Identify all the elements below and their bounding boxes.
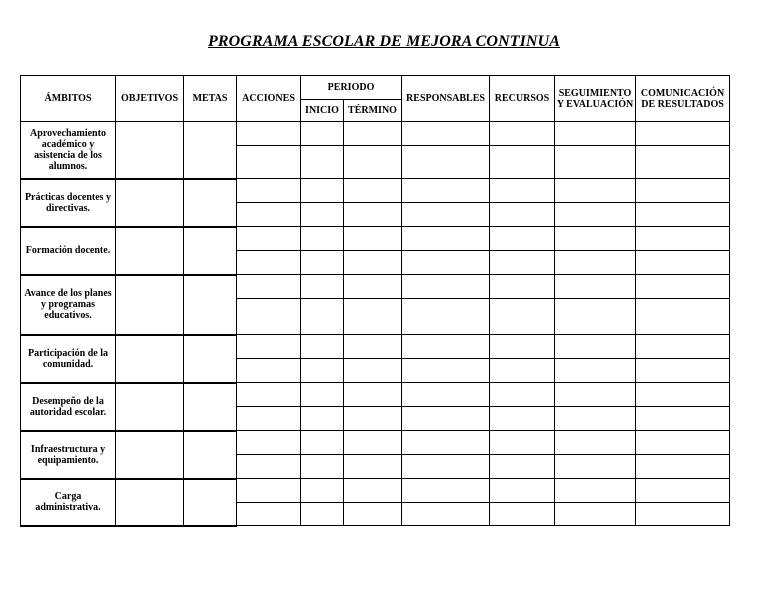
responsables-cell[interactable] xyxy=(402,146,490,179)
acciones-cell[interactable] xyxy=(237,383,301,407)
termino-cell[interactable] xyxy=(344,179,402,203)
comunicacion-cell[interactable] xyxy=(636,227,730,251)
seguimiento-cell[interactable] xyxy=(555,479,636,503)
responsables-cell[interactable] xyxy=(402,383,490,407)
acciones-cell[interactable] xyxy=(237,431,301,455)
header-comunicacion: COMUNICACIÓN DE RESULTADOS xyxy=(636,76,730,122)
header-objetivos: OBJETIVOS xyxy=(116,76,184,122)
header-periodo: PERIODO xyxy=(301,76,402,100)
termino-cell[interactable] xyxy=(344,275,402,299)
inicio-cell[interactable] xyxy=(301,455,344,479)
acciones-cell[interactable] xyxy=(237,455,301,479)
ambito-label: Carga administrativa. xyxy=(21,479,116,526)
table-row xyxy=(21,431,730,455)
recursos-cell[interactable] xyxy=(490,335,555,359)
objetivos-cell[interactable] xyxy=(116,227,184,275)
objetivos-cell[interactable] xyxy=(116,383,184,431)
table-row xyxy=(21,227,730,251)
recursos-cell[interactable] xyxy=(490,455,555,479)
ambito-label: Desempeño de la autoridad escolar. xyxy=(21,383,116,431)
acciones-cell[interactable] xyxy=(237,146,301,179)
inicio-cell[interactable] xyxy=(301,227,344,251)
comunicacion-cell[interactable] xyxy=(636,479,730,503)
inicio-cell[interactable] xyxy=(301,335,344,359)
seguimiento-cell[interactable] xyxy=(555,407,636,431)
comunicacion-cell[interactable] xyxy=(636,383,730,407)
metas-cell[interactable] xyxy=(184,479,237,526)
seguimiento-cell[interactable] xyxy=(555,179,636,203)
inicio-cell[interactable] xyxy=(301,275,344,299)
comunicacion-cell[interactable] xyxy=(636,359,730,383)
termino-cell[interactable] xyxy=(344,431,402,455)
table-body xyxy=(21,122,730,526)
recursos-cell[interactable] xyxy=(490,179,555,203)
recursos-cell[interactable] xyxy=(490,227,555,251)
comunicacion-cell[interactable] xyxy=(636,455,730,479)
recursos-cell[interactable] xyxy=(490,275,555,299)
objetivos-cell[interactable] xyxy=(116,431,184,479)
metas-cell[interactable] xyxy=(184,122,237,179)
acciones-cell[interactable] xyxy=(237,275,301,299)
responsables-cell[interactable] xyxy=(402,503,490,526)
seguimiento-cell[interactable] xyxy=(555,251,636,275)
comunicacion-cell[interactable] xyxy=(636,179,730,203)
acciones-cell[interactable] xyxy=(237,479,301,503)
comunicacion-cell[interactable] xyxy=(636,203,730,227)
metas-cell[interactable] xyxy=(184,431,237,479)
inicio-cell[interactable] xyxy=(301,431,344,455)
inicio-cell[interactable] xyxy=(301,203,344,227)
responsables-cell[interactable] xyxy=(402,407,490,431)
seguimiento-cell[interactable] xyxy=(555,146,636,179)
termino-cell[interactable] xyxy=(344,455,402,479)
table-row xyxy=(21,122,730,146)
responsables-cell[interactable] xyxy=(402,299,490,335)
ambito-label: Avance de los planes y programas educativos. xyxy=(21,275,116,335)
termino-cell[interactable] xyxy=(344,503,402,526)
seguimiento-cell[interactable] xyxy=(555,359,636,383)
table-row xyxy=(21,179,730,203)
responsables-cell[interactable] xyxy=(402,251,490,275)
inicio-cell[interactable] xyxy=(301,122,344,146)
recursos-cell[interactable] xyxy=(490,299,555,335)
table-row xyxy=(21,335,730,359)
responsables-cell[interactable] xyxy=(402,179,490,203)
inicio-cell[interactable] xyxy=(301,179,344,203)
inicio-cell[interactable] xyxy=(301,359,344,383)
metas-cell[interactable] xyxy=(184,335,237,383)
comunicacion-cell[interactable] xyxy=(636,431,730,455)
comunicacion-cell[interactable] xyxy=(636,275,730,299)
header-metas: METAS xyxy=(184,76,237,122)
comunicacion-cell[interactable] xyxy=(636,146,730,179)
inicio-cell[interactable] xyxy=(301,251,344,275)
acciones-cell[interactable] xyxy=(237,335,301,359)
inicio-cell[interactable] xyxy=(301,146,344,179)
recursos-cell[interactable] xyxy=(490,431,555,455)
recursos-cell[interactable] xyxy=(490,146,555,179)
comunicacion-cell[interactable] xyxy=(636,503,730,526)
ambito-label: Prácticas docentes y directivas. xyxy=(21,179,116,227)
termino-cell[interactable] xyxy=(344,203,402,227)
table-row xyxy=(21,275,730,299)
inicio-cell[interactable] xyxy=(301,383,344,407)
acciones-cell[interactable] xyxy=(237,359,301,383)
termino-cell[interactable] xyxy=(344,122,402,146)
acciones-cell[interactable] xyxy=(237,122,301,146)
seguimiento-cell[interactable] xyxy=(555,203,636,227)
recursos-cell[interactable] xyxy=(490,122,555,146)
responsables-cell[interactable] xyxy=(402,455,490,479)
comunicacion-cell[interactable] xyxy=(636,251,730,275)
acciones-cell[interactable] xyxy=(237,179,301,203)
objetivos-cell[interactable] xyxy=(116,335,184,383)
termino-cell[interactable] xyxy=(344,383,402,407)
recursos-cell[interactable] xyxy=(490,383,555,407)
recursos-cell[interactable] xyxy=(490,479,555,503)
responsables-cell[interactable] xyxy=(402,122,490,146)
recursos-cell[interactable] xyxy=(490,503,555,526)
header-ambitos: ÁMBITOS xyxy=(21,76,116,122)
comunicacion-cell[interactable] xyxy=(636,299,730,335)
termino-cell[interactable] xyxy=(344,251,402,275)
responsables-cell[interactable] xyxy=(402,359,490,383)
termino-cell[interactable] xyxy=(344,335,402,359)
responsables-cell[interactable] xyxy=(402,479,490,503)
responsables-cell[interactable] xyxy=(402,431,490,455)
recursos-cell[interactable] xyxy=(490,359,555,383)
document-title: PROGRAMA ESCOLAR DE MEJORA CONTINUA xyxy=(207,33,561,50)
ambito-label: Participación de la comunidad. xyxy=(21,335,116,383)
inicio-cell[interactable] xyxy=(301,479,344,503)
header-termino: TÉRMINO xyxy=(344,100,402,122)
responsables-cell[interactable] xyxy=(402,335,490,359)
comunicacion-cell[interactable] xyxy=(636,122,730,146)
acciones-cell[interactable] xyxy=(237,503,301,526)
comunicacion-cell[interactable] xyxy=(636,407,730,431)
recursos-cell[interactable] xyxy=(490,203,555,227)
responsables-cell[interactable] xyxy=(402,203,490,227)
metas-cell[interactable] xyxy=(184,227,237,275)
termino-cell[interactable] xyxy=(344,479,402,503)
responsables-cell[interactable] xyxy=(402,227,490,251)
table-row xyxy=(21,383,730,407)
ambito-label: Formación docente. xyxy=(21,227,116,275)
objetivos-cell[interactable] xyxy=(116,275,184,335)
objetivos-cell[interactable] xyxy=(116,122,184,179)
inicio-cell[interactable] xyxy=(301,299,344,335)
termino-cell[interactable] xyxy=(344,146,402,179)
objetivos-cell[interactable] xyxy=(116,479,184,526)
termino-cell[interactable] xyxy=(344,227,402,251)
header-seguimiento: SEGUIMIENTO Y EVALUACIÓN xyxy=(555,76,636,122)
acciones-cell[interactable] xyxy=(237,251,301,275)
ambito-label: Infraestructura y equipamiento. xyxy=(21,431,116,479)
improvement-program-table xyxy=(20,75,730,527)
metas-cell[interactable] xyxy=(184,275,237,335)
acciones-cell[interactable] xyxy=(237,407,301,431)
termino-cell[interactable] xyxy=(344,359,402,383)
recursos-cell[interactable] xyxy=(490,407,555,431)
recursos-cell[interactable] xyxy=(490,251,555,275)
objetivos-cell[interactable] xyxy=(116,179,184,227)
metas-cell[interactable] xyxy=(184,179,237,227)
seguimiento-cell[interactable] xyxy=(555,122,636,146)
seguimiento-cell[interactable] xyxy=(555,383,636,407)
header-inicio: INICIO xyxy=(301,100,344,122)
inicio-cell[interactable] xyxy=(301,503,344,526)
seguimiento-cell[interactable] xyxy=(555,431,636,455)
seguimiento-cell[interactable] xyxy=(555,275,636,299)
termino-cell[interactable] xyxy=(344,407,402,431)
inicio-cell[interactable] xyxy=(301,407,344,431)
seguimiento-cell[interactable] xyxy=(555,455,636,479)
acciones-cell[interactable] xyxy=(237,299,301,335)
seguimiento-cell[interactable] xyxy=(555,503,636,526)
responsables-cell[interactable] xyxy=(402,275,490,299)
comunicacion-cell[interactable] xyxy=(636,335,730,359)
seguimiento-cell[interactable] xyxy=(555,227,636,251)
ambito-label: Aprovechamiento académico y asistencia de los alumnos. xyxy=(21,122,116,179)
acciones-cell[interactable] xyxy=(237,227,301,251)
header-responsables: RESPONSABLES xyxy=(402,76,490,122)
table-row xyxy=(21,479,730,503)
seguimiento-cell[interactable] xyxy=(555,299,636,335)
header-acciones: ACCIONES xyxy=(237,76,301,122)
seguimiento-cell[interactable] xyxy=(555,335,636,359)
metas-cell[interactable] xyxy=(184,383,237,431)
acciones-cell[interactable] xyxy=(237,203,301,227)
header-recursos: RECURSOS xyxy=(490,76,555,122)
termino-cell[interactable] xyxy=(344,299,402,335)
